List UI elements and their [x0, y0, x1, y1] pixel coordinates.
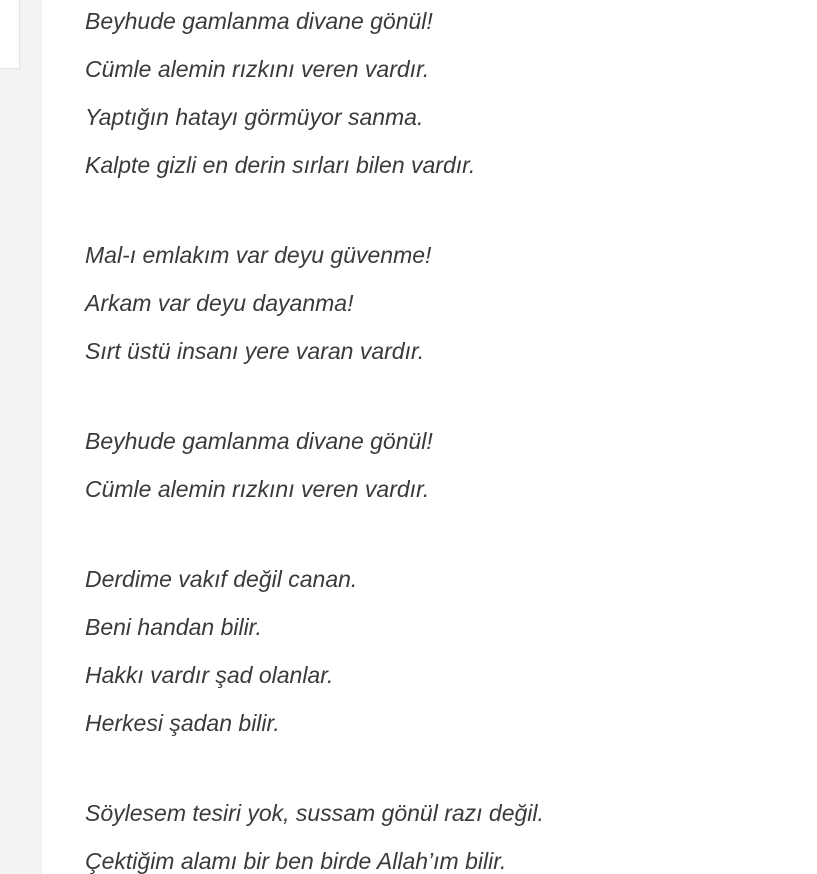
poem-line: Cümle alemin rızkını veren vardır. [85, 476, 430, 502]
stanza-gap [85, 375, 805, 417]
poem-line: Çektiğim alamı bir ben birde Allah’ım bilir. [85, 848, 507, 874]
stanza-1 [85, 0, 805, 189]
stanza-gap [85, 189, 805, 231]
stanza-3 [85, 417, 805, 513]
stanza-gap [85, 747, 805, 789]
poem-line: Yaptığın hatayı görmüyor sanma. [85, 104, 424, 130]
poem-line: Cümle alemin rızkını veren vardır. [85, 56, 430, 82]
poem-line: Beyhude gamlanma divane gönül! [85, 428, 433, 454]
poem-line: Söylesem tesiri yok, sussam gönül razı değil. [85, 800, 544, 826]
poem-line: Mal-ı emlakım var deyu güvenme! [85, 242, 432, 268]
poem-line: Arkam var deyu dayanma! [85, 290, 354, 316]
stanza-4 [85, 555, 805, 747]
stanza-gap [85, 513, 805, 555]
stanza-2 [85, 231, 805, 375]
poem-line: Kalpte gizli en derin sırları bilen vardır. [85, 152, 476, 178]
poem-line: Herkesi şadan bilir. [85, 710, 280, 736]
poem-line: Beni handan bilir. [85, 614, 262, 640]
poem-line: Hakkı vardır şad olanlar. [85, 662, 334, 688]
poem [85, 0, 805, 874]
poem-line: Sırt üstü insanı yere varan vardır. [85, 338, 425, 364]
sidebar-card [0, 0, 20, 69]
poem-line: Beyhude gamlanma divane gönül! [85, 8, 433, 34]
stanza-5 [85, 789, 805, 874]
poem-line: Derdime vakıf değil canan. [85, 566, 358, 592]
article-content [42, 0, 817, 874]
